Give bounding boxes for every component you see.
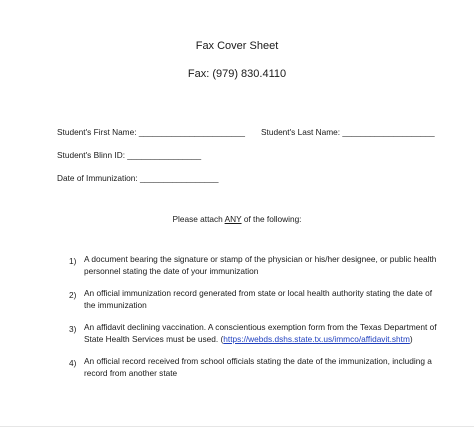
list-item-text: An official record received from school officials stating the date of the immunization, including a record from another state [84,356,432,378]
instruction-suffix: of the following: [241,214,302,224]
last-name-field[interactable]: Student's Last Name: ____________________ [261,127,435,137]
attach-instruction [0,214,474,224]
document-title: Fax Cover Sheet [195,40,279,52]
list-item-number: 2) [69,290,77,300]
instruction-prefix: Please attach [172,214,225,224]
list-item-text [84,322,444,345]
list-item-number: 1) [69,256,77,266]
immunization-date-field[interactable]: Date of Immunization: _________________ [57,173,219,183]
list-item-number: 3) [69,324,77,334]
affidavit-link[interactable]: https://webds.dshs.state.tx.us/immco/affidavit.shtm [223,333,410,344]
fax-number: Fax: (979) 830.4110 [187,68,287,80]
item-3-text-after: ) [409,333,413,344]
list-item-text: A document bearing the signature or stamp of the physician or his/her designee, or public health personnel stating the date of your immunization [84,254,437,276]
page-bottom-divider [0,426,474,427]
list-item-number: 4) [69,358,77,368]
blinn-id-field[interactable]: Student's Blinn ID: ________________ [57,150,202,160]
instruction-emphasis: ANY [224,214,242,224]
first-name-field[interactable]: Student's First Name: _______________________ [57,127,245,137]
list-item-text: An official immunization record generated from state or local health authority stating the date of the immunization [84,288,433,310]
item-3-text-before: An affidavit declining vaccination. A conscientious exemption form from the Texas Department of State Health Services must be used. ( [84,322,437,344]
